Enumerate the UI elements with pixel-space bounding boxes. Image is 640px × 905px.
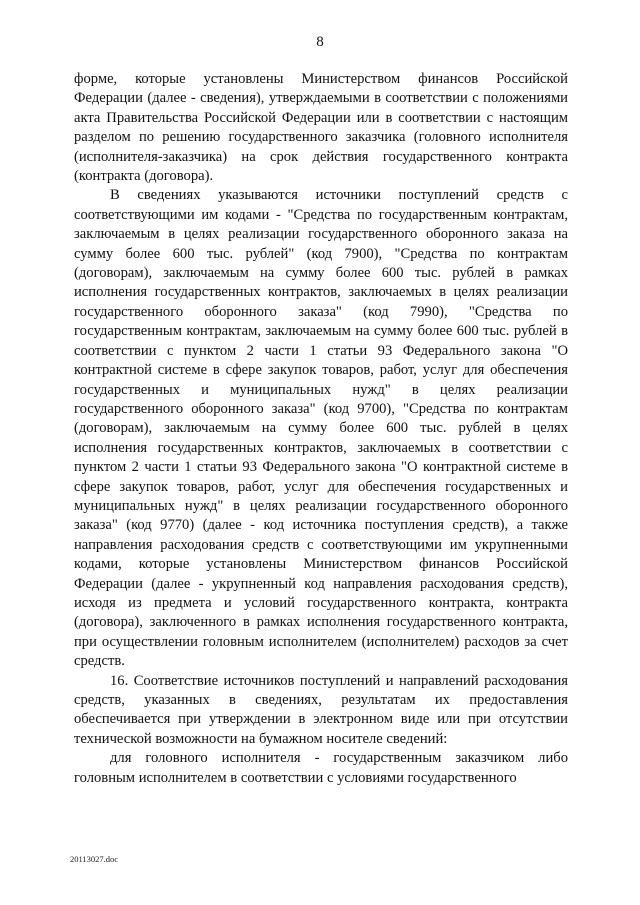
document-body xyxy=(74,70,568,788)
paragraph-clause-16: 16. Соответствие источников поступлений и направлений расходования средств, указанных в сведениях, результатам их предоставления обеспечивается при утверждении в электронном виде или при отсутствии технической возможности на бумажном носителе сведений: xyxy=(74,672,568,747)
paragraph-sources-and-codes: В сведениях указываются источники поступлений средств с соответствующими им кодами - "Средства по государственным контрактам, заключаемым в целях реализации государственного оборонного заказа на сумму более 600 тыс. рублей" (код 7900), "Средства по контрактам (договорам), заключаемым на сумму более 600 тыс. рублей в рамках исполнения государственных контрактов, заключаемых в целях реализации государственного оборонного заказа" (код 7990), "Средства по государственным контрактам, заключаемым на сумму более 600 тыс. рублей в соответствии с пунктом 2 части 1 статьи 93 Федерального закона "О контрактной системе в сфере закупок товаров, работ, услуг для обеспечения государственных и муниципальных нужд" в целях реализации государственного оборонного заказа" (код 9700), "Средства по контрактам (договорам), заключаемым на сумму более 600 тыс. рублей в целях исполнения государственных контрактов, заключаемых в соответствии с пунктом 2 части 1 статьи 93 Федерального закона "О контрактной системе в сфере закупок товаров, работ, услуг для обеспечения государственных и муниципальных нужд" в целях реализации государственного оборонного заказа" (код 9770) (далее - код источника поступления средств), а также направления расходования средств с соответствующими им укрупненными кодами, которые установлены Министерством финансов Российской Федерации (далее - укрупненный код направления расходования средств), исходя из предмета и условий государственного контракта, контракта (договора), заключенного в рамках исполнения государственного контракта, при осуществлении головным исполнителем (исполнителем) расходов за счет средств. xyxy=(74,187,568,670)
paragraph-continuation: форме, которые установлены Министерством финансов Российской Федерации (далее - сведения), утверждаемыми в соответствии с положениями акта Правительства Российской Федерации или в соответствии с настоящим разделом по решению государственного заказчика (головного исполнителя (исполнителя-заказчика) на срок действия государственного контракта (контракта (договора). xyxy=(74,71,568,185)
page-number: 8 xyxy=(316,34,324,50)
document-file-code: 20113027.doc xyxy=(70,854,119,864)
paragraph-head-contractor: для головного исполнителя - государственным заказчиком либо головным исполнителем в соответствии с условиями государственного xyxy=(74,750,568,786)
